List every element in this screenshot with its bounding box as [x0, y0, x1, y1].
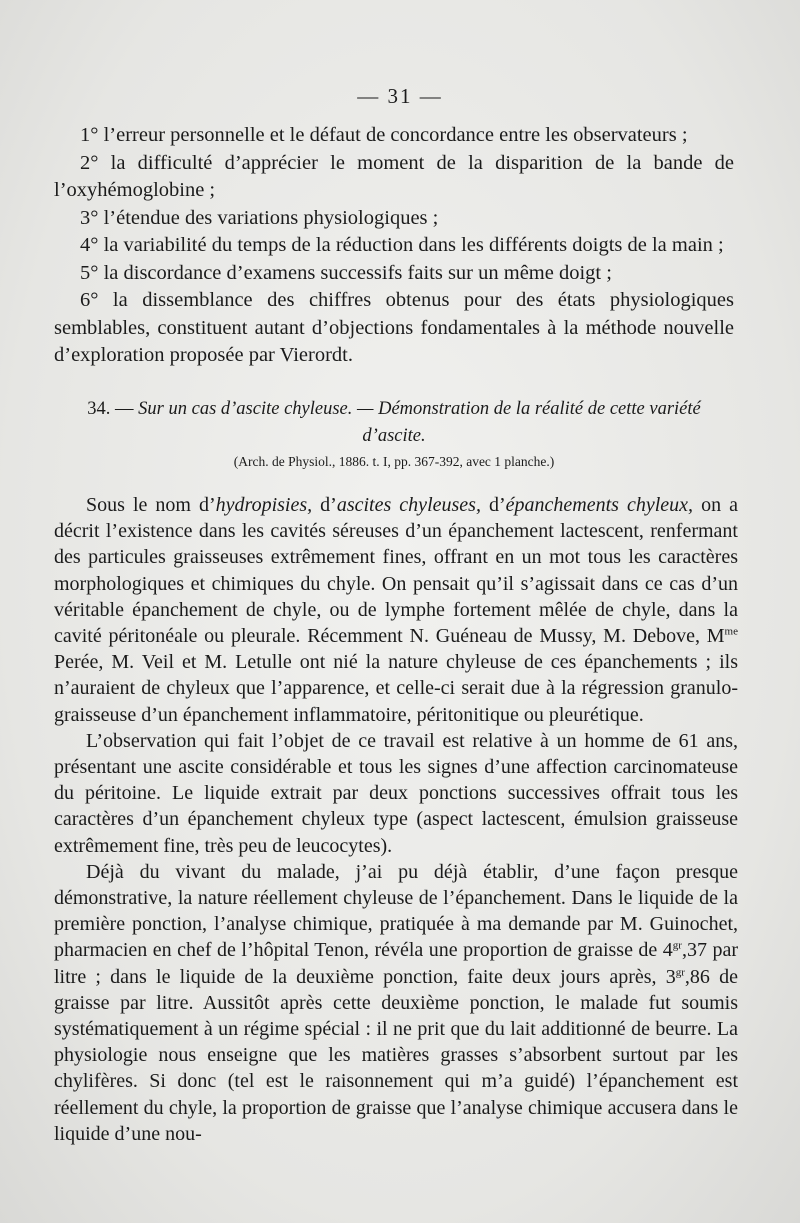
paragraph: Sous le nom d’hydropisies, d’ascites chyleuses, d’épanchements chyleux, on a décrit l’existence dans les cavités séreuses d’un épanchement lactescent, renfermant des particules graisseuses extrêmement fines, offrant en un mot tous les caractères morphologiques et chimiques du chyle. On pensait qu’il s’agissait dans ce cas d’un véritable épanchement de chyle, ou de lymphe fortement mêlée de chyle, dans la cavité péritonéale ou pleurale. Récemment N. Guéneau de Mussy, M. Debove, $M^{me}$ Perée, M. Veil et M. Letulle ont nié la nature chyleuse de ces épanchements ; ils n’auraient de chyleux que l’apparence, et celle-ci serait due à la régression granulo-graisseuse d’un épanchement inflammatoire, péritonitique ou pleurétique. — [54, 494, 738, 726]
paragraph: Déjà du vivant du malade, j’ai pu déjà établir, d’une façon presque démonstrative, la nature réellement chyleuse de l’épanchement. Dans le liquide de la première ponction, l’analyse chimique, pratiquée à ma demande par M. Guinochet, pharmacien en chef de l’hôpital Tenon, révéla une proportion de graisse de $4^{gr},37$ par litre ; dans le liquide de la deuxième ponction, faite deux jours après, $3^{gr},86$ de graisse par litre. Aussitôt après cette deuxième ponction, le malade fut soumis systématiquement à un régime spécial : il ne prit que du lait additionné de beurre. La physiologie nous enseigne que les matières grasses s’absorbent surtout par les chylifères. Si donc (tel est le raisonnement qui m’a guidé) l’épanchement est réellement du chyle, la proportion de graisse que l’analyse chimique accusera dans le liquide d’une nou- — [54, 860, 738, 1145]
list-item: 3° l’étendue des variations physiologiques ; — [80, 206, 439, 229]
section-heading — [54, 396, 734, 450]
enumerated-list — [54, 122, 734, 370]
section-number: 34. — — [87, 399, 134, 419]
paragraph: L’observation qui fait l’objet de ce travail est relative à un homme de 61 ans, présentant une ascite considérable et tous les signes d’une affection carcinomateuse du péritoine. Le liquide extrait par deux ponctions successives offrait tous les caractères d’un épanchement chyleux type (aspect lactescent, émulsion graisseuse extrêmement fine, très peu de leucocytes). — [54, 729, 738, 857]
list-item: 6° la dissemblance des chiffres obtenus pour des états physiologiques semblables, constituent autant d’objections fondamentales à la méthode nouvelle d’exploration proposée par Vierordt. — [54, 289, 734, 366]
list-item: 2° la difficulté d’apprécier le moment de la disparition de la bande de l’oxyhémoglobine ; — [54, 151, 734, 201]
body-text — [54, 492, 738, 1147]
section-title: Sur un cas d’ascite chyleuse. — Démonstration de la réalité de cette variété d’ascite. — [138, 399, 701, 446]
list-item: 1° l’erreur personnelle et le défaut de concordance entre les observateurs ; — [80, 124, 688, 146]
list-item: 4° la variabilité du temps de la réduction dans les différents doigts de la main ; — [80, 234, 724, 256]
bibliographic-reference: (Arch. de Physiol., 1886. t. I, pp. 367-392, avec 1 planche.) — [233, 454, 555, 469]
page-number: — 31 — — [357, 84, 443, 108]
list-item: 5° la discordance d’examens successifs faits sur un même doigt ; — [80, 261, 612, 284]
